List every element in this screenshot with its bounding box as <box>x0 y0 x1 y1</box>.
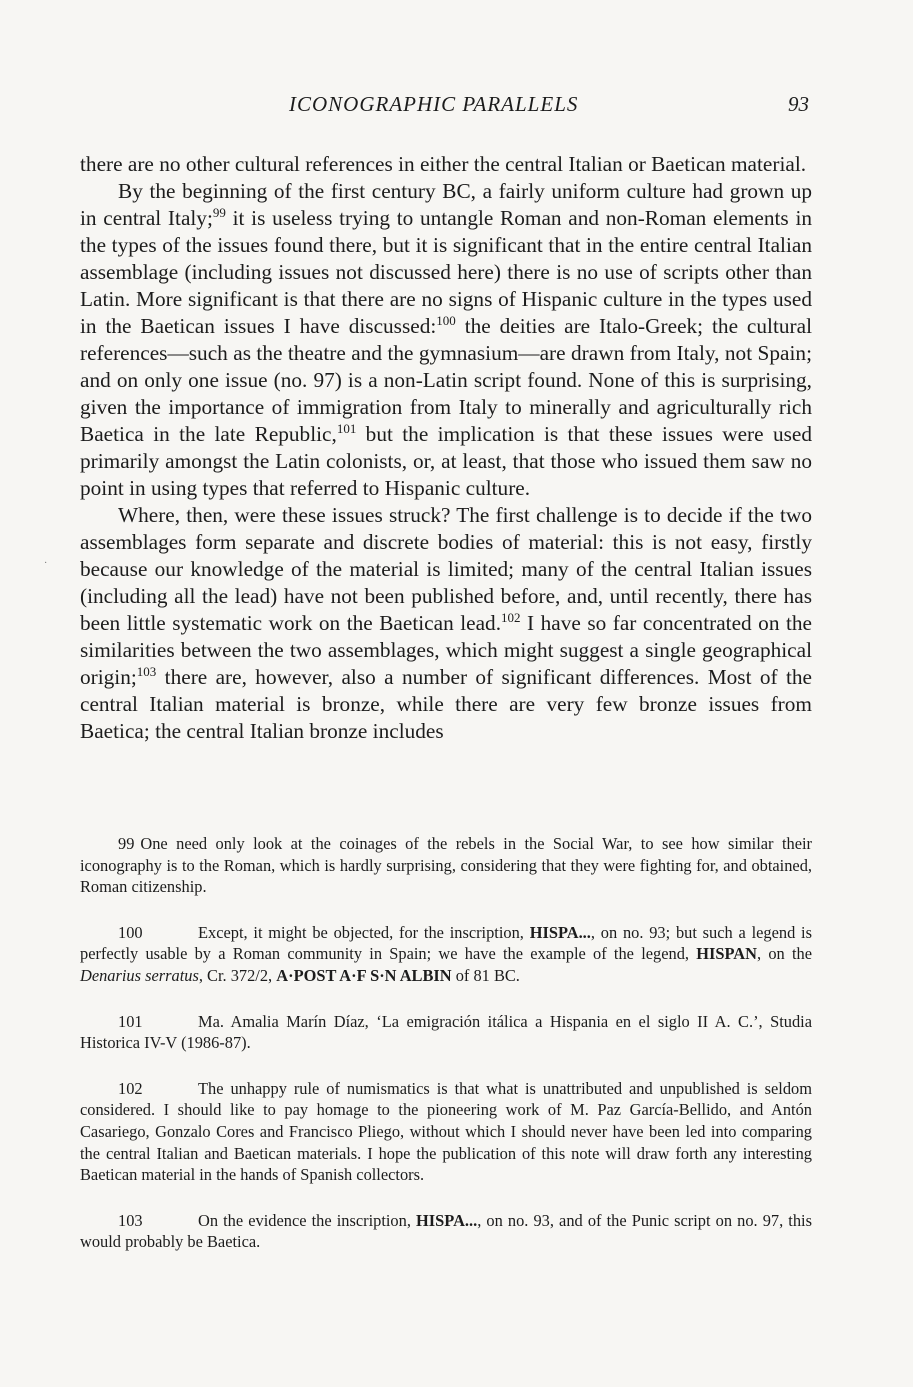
footnote-text: Except, it might be objected, for the inscription, <box>198 922 524 942</box>
footnote-101 <box>80 1011 812 1054</box>
footnote-number: 103 <box>118 1210 143 1230</box>
paragraph-2 <box>80 178 812 502</box>
margin-speck: · <box>44 558 48 569</box>
footnote-99 <box>80 833 812 898</box>
footnote-text: One need only look at the coinages of the rebels in the Social War, to see how similar their iconography is to the Roman, which is hardly surprising, considering that they were fighting for, and obtained, Roman citizenship. <box>80 834 812 897</box>
footnote-text: On the evidence the inscription, <box>198 1210 411 1230</box>
paragraph-2-text: , a fairly uniform culture had grown up in central Italy; <box>80 179 813 230</box>
paragraph-1-text: there are no other cultural references in either the central Italian or Baetican material. <box>80 152 807 176</box>
inscription: HISPA... <box>529 922 591 942</box>
paragraph-3 <box>80 502 812 745</box>
body-text <box>80 151 812 745</box>
paragraph-2-text: but the implication is that these issues were used primarily amongst the Latin colonists, or, at least, that those who issued them saw no point in using types that referred to Hispanic culture. <box>80 422 812 500</box>
inscription: A·POST A·F S·N ALBIN <box>276 965 452 985</box>
running-head <box>0 92 913 122</box>
inscription: HISPAN <box>696 944 757 964</box>
footnote-number: 101 <box>118 1011 143 1031</box>
footnote-text: The unhappy rule of numismatics is that what is unattributed and unpublished is seldom considered. I should like to pay homage to the pioneering work of M. Paz García-Bellido, and Antón Casariego, Gonzalo Cores and Francisco Pliego, without which I should never have been led into comparing the central Italian and Baetican materials. I hope the publication of this note will draw forth any interesting Baetican material in the hands of Spanish collectors. <box>80 1078 812 1185</box>
footnote-ref-100[interactable]: 100 <box>436 313 456 328</box>
running-title: ICONOGRAPHIC PARALLELS <box>289 92 579 116</box>
paragraph-2-text: By the beginning of the first century <box>118 179 436 203</box>
footnote-number: 99 <box>118 834 135 853</box>
footnote-ref-99[interactable]: 99 <box>212 205 226 220</box>
footnote-text: Ma. Amalia Marín Díaz, ‘La emigración itálica a Hispania en el siglo II A. C.’, Studia Historica IV-V (1986-87). <box>80 1011 812 1053</box>
footnote-ref-103[interactable]: 103 <box>136 664 157 679</box>
paragraph-1 <box>80 151 812 178</box>
paragraph-2-text: it is useless trying to untangle Roman and non-Roman elements in the types of the issues found there, but it is significant that in the entire central Italian assemblage (including issues not discussed here) there is no use of scripts other than Latin. More significant is that there are no signs of Hispanic culture in the types used in the Baetican issues I have discussed: <box>80 206 813 338</box>
paragraph-3-text: there are, however, also a number of significant differences. Most of the central Italian material is bronze, while there are very few bronze issues from Baetica; the central Italian bronze includes <box>80 665 812 743</box>
footnote-ref-101[interactable]: 101 <box>336 421 357 436</box>
footnote-text: , Cr. 372/2, <box>198 965 273 985</box>
footnote-103 <box>80 1210 812 1253</box>
coin-type-title: Denarius serratus <box>80 965 199 985</box>
footnote-text: of 81 BC. <box>451 965 520 985</box>
paragraph-3-text: Where, then, were these issues struck? The first challenge is to decide if the two assemblages form separate and discrete bodies of material: this is not easy, firstly because our knowledge of the material is limited; many of the central Italian issues (including all the lead) have not been published before, and, until recently, there has been little systematic work on the Baetican lead. <box>80 503 812 635</box>
footnote-text: , on no. 93, and of the Punic script on no. 97, this would probably be Baetica. <box>80 1210 812 1252</box>
page-number: 93 <box>788 92 809 116</box>
footnote-number: 100 <box>118 922 143 942</box>
footnote-ref-102[interactable]: 102 <box>501 610 521 625</box>
paragraph-3-text: I have so far concentrated on the similarities between the two assemblages, which might suggest a single geographical origin; <box>80 611 812 689</box>
footnote-102 <box>80 1078 812 1186</box>
footnotes <box>80 833 812 1277</box>
footnote-text: , on no. 93; but such a legend is perfectly usable by a Roman community in Spain; we have the example of the legend, <box>80 922 812 964</box>
era-abbreviation: BC <box>442 179 471 203</box>
footnote-100 <box>80 922 812 987</box>
footnote-text: , on the <box>756 944 812 964</box>
inscription: HISPA... <box>416 1210 478 1230</box>
footnote-number: 102 <box>118 1078 143 1098</box>
paragraph-2-text: the deities are Italo-Greek; the cultural references—such as the theatre and the gymnasium—are drawn from Italy, not Spain; and on only one issue (no. 97) is a non-Latin script found. None of this is surprising, given the importance of immigration from Italy to minerally and agriculturally rich Baetica in the late Republic, <box>80 314 812 446</box>
